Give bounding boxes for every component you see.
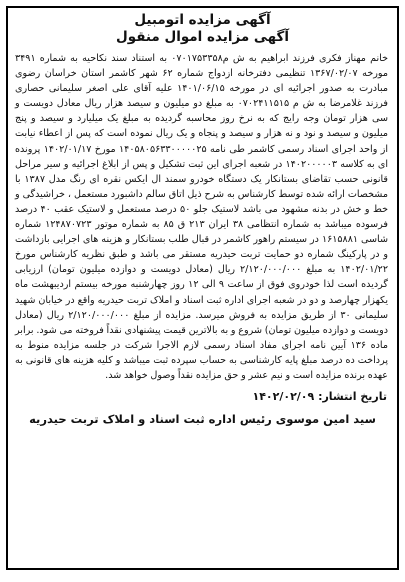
notice-subtitle: آگهی مزایده اموال منقول [116, 29, 289, 45]
notice-title: آگهی مزایده اتومبیل [134, 12, 271, 28]
notice-page [6, 6, 399, 570]
signature-line: سید امین موسوی رئیس اداره ثبت اسناد و املاک تربت حیدریه [29, 412, 376, 427]
notice-body: خانم مهناز فکری فرزند ابراهیم به ش م۰۷۰۱۷۵۳۳۵۸ به استناد سند نکاحیه به شماره ۳۴۹۱ مورخه ۱۳۶۷/۰۲/۰۷ تنظیمی دفترخانه ازدواج شماره ۶۲ شهر کاشمر استان خراسان رضوی مبادرت به صدور اجرائیه ای در مورخه ۱۴۰۱/۰۶/۱۵ علیه آقای علی اصغر سلیمانی حصاری فرزند غلامرضا به ش م ۰۷۰۲۴۱۱۵۱۵ به مبلغ دو میلیون و سیصد هزار ریال معادل دویست و سی هزار تومان وجه رایج که به نرخ روز محاسبه گردیده به مبلغ یک میلیارد و سیصد و پنج میلیون و سیصد و نود و نه هزار و سیصد و پنجاه و یک ریال نموده است که پس از اعطاء نیابت از واحد اجرای اسناد رسمی کاشمر طی نامه ۱۴۰۵۸۰۵۶۳۳۰۰۰۰۰۲۵ مورخ ۱۴۰۲/۰۱/۱۷ پرونده ای به کلاسه ۱۴۰۲۰۰۰۰۰۳ در شعبه اجرای این ثبت تشکیل و پس از ابلاغ اجرائیه و سیر مراحل قانونی حسب تقاضای بستانکار یک دستگاه خودرو سمند ال ایکس نقره ای رنگ مدل ۱۳۸۷ با مشخصات ارائه شده توسط کارشناس به شرح ذیل اتاق سالم داشبورد مستعمل ، خراشیدگی و خط و خش در بدنه مشهود می باشد لاستیک جلو ۵۰ درصد مستعمل و لاستیک عقب ۴۰ درصد فرسوده میباشد به شماره انتظامی ۳۸ ایران ۲۱۳ ق ۸۵ به شماره موتور ۱۲۴۸۷۰۷۲۳ شماره شاسی ۱۶۱۵۸۸۱ در سیستم راهور کاشمر در قبال طلب بستانکار و هزینه های اجرایی بازداشت و در پارکینگ شماره دو حمایت تربت حیدریه مستقر می باشد و طبق نظریه کارشناس مورخ ۱۴۰۲/۰۱/۲۲ به مبلغ ۲/۱۲۰/۰۰۰/۰۰۰ ریال (معادل دویست و دوازده میلیون تومان) ارزیابی گردیده است لذا خودروی فوق از ساعت ۹ الی ۱۲ روز چهارشنبه مورخه بیستم اردیبهشت ماه یکهزار چهارصد و دو در شعبه اجرای اداره ثبت اسناد و املاک تربت حیدریه واقع در خیابان شهید سلیمانی ۳۰ از طریق مزایده به فروش میرسد. مزایده از مبلغ ۲/۱۲۰/۰۰۰/۰۰۰ ریال (معادل دویست و دوازده میلیون تومان) شروع و به بالاترین قیمت پیشنهادی نقداً فروخته می شود. برابر ماده ۱۳۶ آیین نامه اجرای مفاد اسناد رسمی لازم الاجرا شرکت در جلسه مزایده منوط به پرداخت ده درصد مبلغ پایه کارشناسی به حساب سپرده ثبت میباشد و کلیه هزینه های قانونی به عهده برنده مزایده است و نیم عشر و حق مزایده نقداً وصول خواهد شد. [15, 53, 389, 381]
publish-date: تاریخ انتشار: ۱۴۰۲/۰۲/۰۹ [252, 390, 387, 404]
